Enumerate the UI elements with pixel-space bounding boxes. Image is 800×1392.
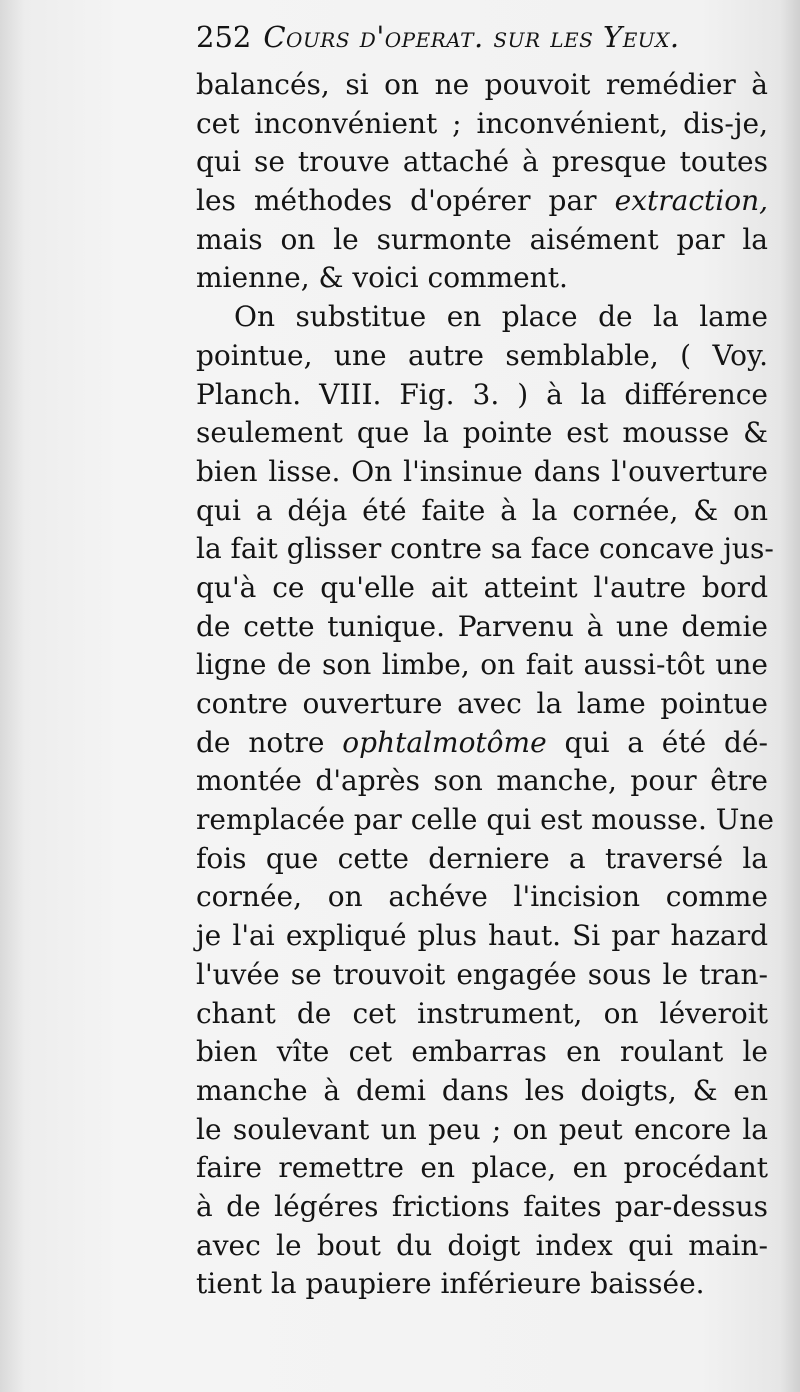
running-head	[196, 16, 768, 66]
text-line: je l'ai expliqué plus haut. Si par hazard	[196, 919, 768, 953]
text-line: qui a déja été faite à la cornée, & on	[196, 493, 768, 527]
text-line: On substitue en place de la lame	[234, 300, 768, 334]
text-line: balancés, si on ne pouvoit remédier à	[196, 68, 768, 101]
text-line: les méthodes d'opérer par extraction,	[196, 184, 768, 218]
page-number: 252	[196, 20, 252, 54]
text-line: Planch. VIII. Fig. 3. ) à la différence	[196, 377, 768, 411]
text-line: à de légéres frictions faites par-dessus	[196, 1189, 768, 1223]
text-line: montée d'après son manche, pour être	[196, 764, 768, 798]
text-line: qui se trouve attaché à presque toutes	[196, 145, 768, 179]
text-line: bien vîte cet embarras en roulant le	[196, 1035, 768, 1069]
text-line: de notre ophtalmotôme qui a été dé-	[196, 725, 768, 759]
text-line: avec le bout du doigt index qui main-	[196, 1228, 768, 1262]
text-line: de cette tunique. Parvenu à une demie	[196, 609, 768, 643]
text-line: seulement que la pointe est mousse &	[196, 416, 768, 450]
text-line: bien lisse. On l'insinue dans l'ouverture	[196, 454, 768, 488]
running-title: Cours d'operat. sur les Yeux.	[263, 20, 680, 54]
text-line: cet inconvénient ; inconvénient, dis-je,	[196, 106, 768, 140]
text-line: l'uvée se trouvoit engagée sous le tran-	[196, 957, 768, 991]
text-line: faire remettre en place, en procédant	[196, 1151, 768, 1185]
text-block	[196, 16, 774, 1304]
text-line: ligne de son limbe, on fait aussi-tôt une	[196, 648, 768, 682]
text-line: contre ouverture avec la lame pointue	[196, 687, 768, 720]
text-line: pointue, une autre semblable, ( Voy.	[196, 338, 768, 372]
text-line: chant de cet instrument, on léveroit	[196, 996, 768, 1030]
text-line: fois que cette derniere a traversé la	[196, 841, 768, 875]
text-line: le soulevant un peu ; on peut encore la	[196, 1112, 768, 1146]
text-line: qu'à ce qu'elle ait atteint l'autre bord	[196, 570, 768, 604]
text-line: cornée, on achéve l'incision comme	[196, 880, 768, 914]
text-line: tient la paupiere inférieure baissée.	[196, 1267, 705, 1301]
text-line: remplacée par celle qui est mousse. Une	[196, 803, 774, 837]
text-line: la fait glisser contre sa face concave jus-	[196, 532, 774, 566]
text-line: manche à demi dans les doigts, & en	[196, 1073, 768, 1107]
text-line: mais on le surmonte aisément par la	[196, 222, 768, 256]
text-line: mienne, & voici comment.	[196, 261, 568, 295]
